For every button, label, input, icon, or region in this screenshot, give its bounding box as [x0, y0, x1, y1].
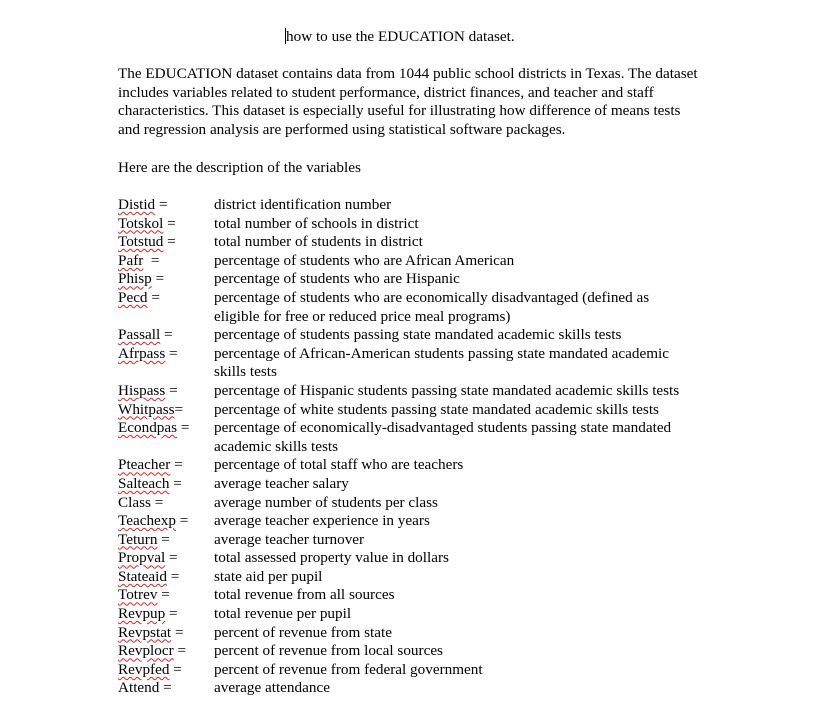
variable-row [118, 456, 718, 475]
variable-description: average number of students per class [214, 493, 438, 511]
equals-sign: = [159, 679, 172, 697]
variable-term [118, 679, 214, 698]
variable-description: average teacher experience in years [214, 512, 430, 530]
variable-term [118, 215, 214, 234]
variable-row [118, 345, 718, 382]
title-text: how to use the EDUCATION dataset. [286, 28, 515, 45]
variable-row [118, 605, 718, 624]
variable-term [118, 624, 214, 643]
variable-row [118, 419, 718, 456]
variable-term [118, 456, 214, 475]
equals-sign: = [170, 456, 183, 474]
equals-sign: = [163, 214, 176, 232]
variable-term [118, 382, 214, 401]
variable-name: Stateaid [118, 567, 167, 585]
variable-row [118, 661, 718, 680]
variable-name: Totrev [118, 586, 158, 604]
variable-name: Salteach [118, 474, 170, 492]
variable-list [118, 196, 718, 698]
variable-row [118, 679, 718, 698]
variable-row [118, 586, 718, 605]
variable-name: Pteacher [118, 456, 171, 474]
variable-description: district identification number [214, 196, 392, 213]
equals-sign: = [150, 493, 164, 511]
variable-term [118, 289, 214, 326]
variable-term [118, 475, 214, 494]
equals-sign: = [160, 326, 173, 344]
variable-term [118, 419, 214, 456]
variable-name: Revplocr [118, 642, 174, 660]
variable-row [118, 326, 718, 345]
variable-description: total revenue per pupil [214, 605, 352, 623]
equals-sign: = [147, 288, 160, 306]
variable-row [118, 624, 718, 643]
variable-row [118, 549, 718, 568]
variable-row [118, 401, 718, 420]
variable-name: Class [118, 493, 151, 511]
intro-paragraph: The EDUCATION dataset contains data from 1044 public school districts in Texas. The dataset includes variables related to student performance, district finances, and teacher and staff characteristics. This dataset is especially useful for illustrating how difference of means tests and regression analysis are performed using statistical software packages. [118, 65, 698, 138]
variable-description: percent of revenue from federal government [214, 660, 483, 678]
equals-sign: = [163, 233, 176, 251]
variable-description: total revenue from all sources [214, 586, 395, 604]
variable-term [118, 401, 214, 420]
variable-term [118, 661, 214, 680]
equals-sign: = [165, 549, 178, 567]
equals-sign: = [171, 623, 184, 641]
variable-row [118, 252, 718, 271]
variable-description: average teacher turnover [214, 530, 365, 548]
equals-sign: = [157, 586, 170, 604]
equals-sign: = [177, 419, 190, 437]
variable-name: Attend [118, 679, 160, 697]
variable-row [118, 642, 718, 661]
equals-sign: = [165, 605, 178, 623]
variable-description: percent of revenue from local sources [214, 642, 443, 660]
variable-description: total number of students in district [214, 233, 423, 251]
equals-sign: = [169, 660, 182, 678]
equals-sign: = [174, 400, 184, 418]
variable-description: total number of schools in district [214, 214, 419, 232]
equals-sign: = [143, 251, 160, 269]
variable-name: Revpfed [118, 660, 170, 678]
variable-name: Afrpass [118, 344, 166, 362]
variable-description: state aid per pupil [214, 567, 323, 585]
variable-term [118, 326, 214, 345]
variable-term [118, 568, 214, 587]
variable-name: Whitpass [118, 400, 175, 418]
variable-term [118, 531, 214, 550]
variable-term [118, 549, 214, 568]
variable-name: Revpup [118, 605, 166, 623]
variable-description: percentage of white students passing state mandated academic skills tests [214, 400, 659, 418]
variable-term [118, 642, 214, 661]
variable-name: Phisp [118, 270, 152, 288]
variable-description: percentage of students who are economically disadvantaged (defined as eligible for free or reduced price meal programs) [214, 288, 650, 325]
variable-name: Pafr [118, 251, 144, 269]
variable-name: Pecd [118, 288, 148, 306]
variable-description: percentage of economically-disadvantaged students passing state mandated academic skills tests [214, 419, 672, 455]
variable-name: Teturn [118, 530, 158, 548]
variable-term [118, 494, 214, 513]
variable-description: percentage of African-American students passing state mandated academic skills tests [214, 344, 670, 381]
variable-description: percentage of students passing state mandated academic skills tests [214, 326, 622, 344]
variable-row [118, 475, 718, 494]
variable-name: Revpstat [118, 623, 172, 641]
variable-name: Propval [118, 549, 166, 567]
equals-sign: = [165, 381, 178, 399]
variable-description: percentage of Hispanic students passing state mandated academic skills tests [214, 381, 680, 399]
variable-term [118, 586, 214, 605]
variable-description: average teacher salary [214, 474, 349, 492]
equals-sign: = [175, 512, 189, 530]
variables-lead: Here are the description of the variables [118, 159, 361, 176]
variable-row [118, 531, 718, 550]
variable-term [118, 345, 214, 382]
variable-term [118, 233, 214, 252]
equals-sign: = [166, 567, 180, 585]
equals-sign: = [157, 530, 170, 548]
variable-name: Totskol [118, 214, 164, 232]
variable-term [118, 512, 214, 531]
variable-name: Distid [118, 196, 156, 213]
variable-description: percentage of students who are African American [214, 251, 515, 269]
variable-term [118, 270, 214, 289]
equals-sign: = [169, 474, 182, 492]
equals-sign: = [165, 344, 178, 362]
variable-description: percentage of students who are Hispanic [214, 270, 460, 288]
variable-description: average attendance [214, 679, 330, 697]
variable-description: total assessed property value in dollars [214, 549, 449, 567]
variable-row [118, 270, 718, 289]
document-title [285, 28, 515, 47]
variable-name: Passall [118, 326, 161, 344]
variable-name: Totstud [118, 233, 164, 251]
variable-term [118, 605, 214, 624]
variable-row [118, 494, 718, 513]
variable-name: Econdpas [118, 419, 178, 437]
variable-row [118, 382, 718, 401]
equals-sign: = [151, 270, 165, 288]
variable-name: Teachexp [118, 512, 176, 530]
variable-name: Hispass [118, 381, 166, 399]
variable-term [118, 252, 214, 271]
variable-row [118, 289, 718, 326]
variable-row [118, 233, 718, 252]
variable-row [118, 215, 718, 234]
equals-sign: = [173, 642, 187, 660]
variable-term [118, 196, 214, 215]
variable-description: percentage of total staff who are teachers [214, 456, 464, 474]
variable-row [118, 196, 718, 215]
variable-description: percent of revenue from state [214, 623, 392, 641]
variable-row [118, 568, 718, 587]
equals-sign: = [155, 196, 168, 213]
variable-row [118, 512, 718, 531]
